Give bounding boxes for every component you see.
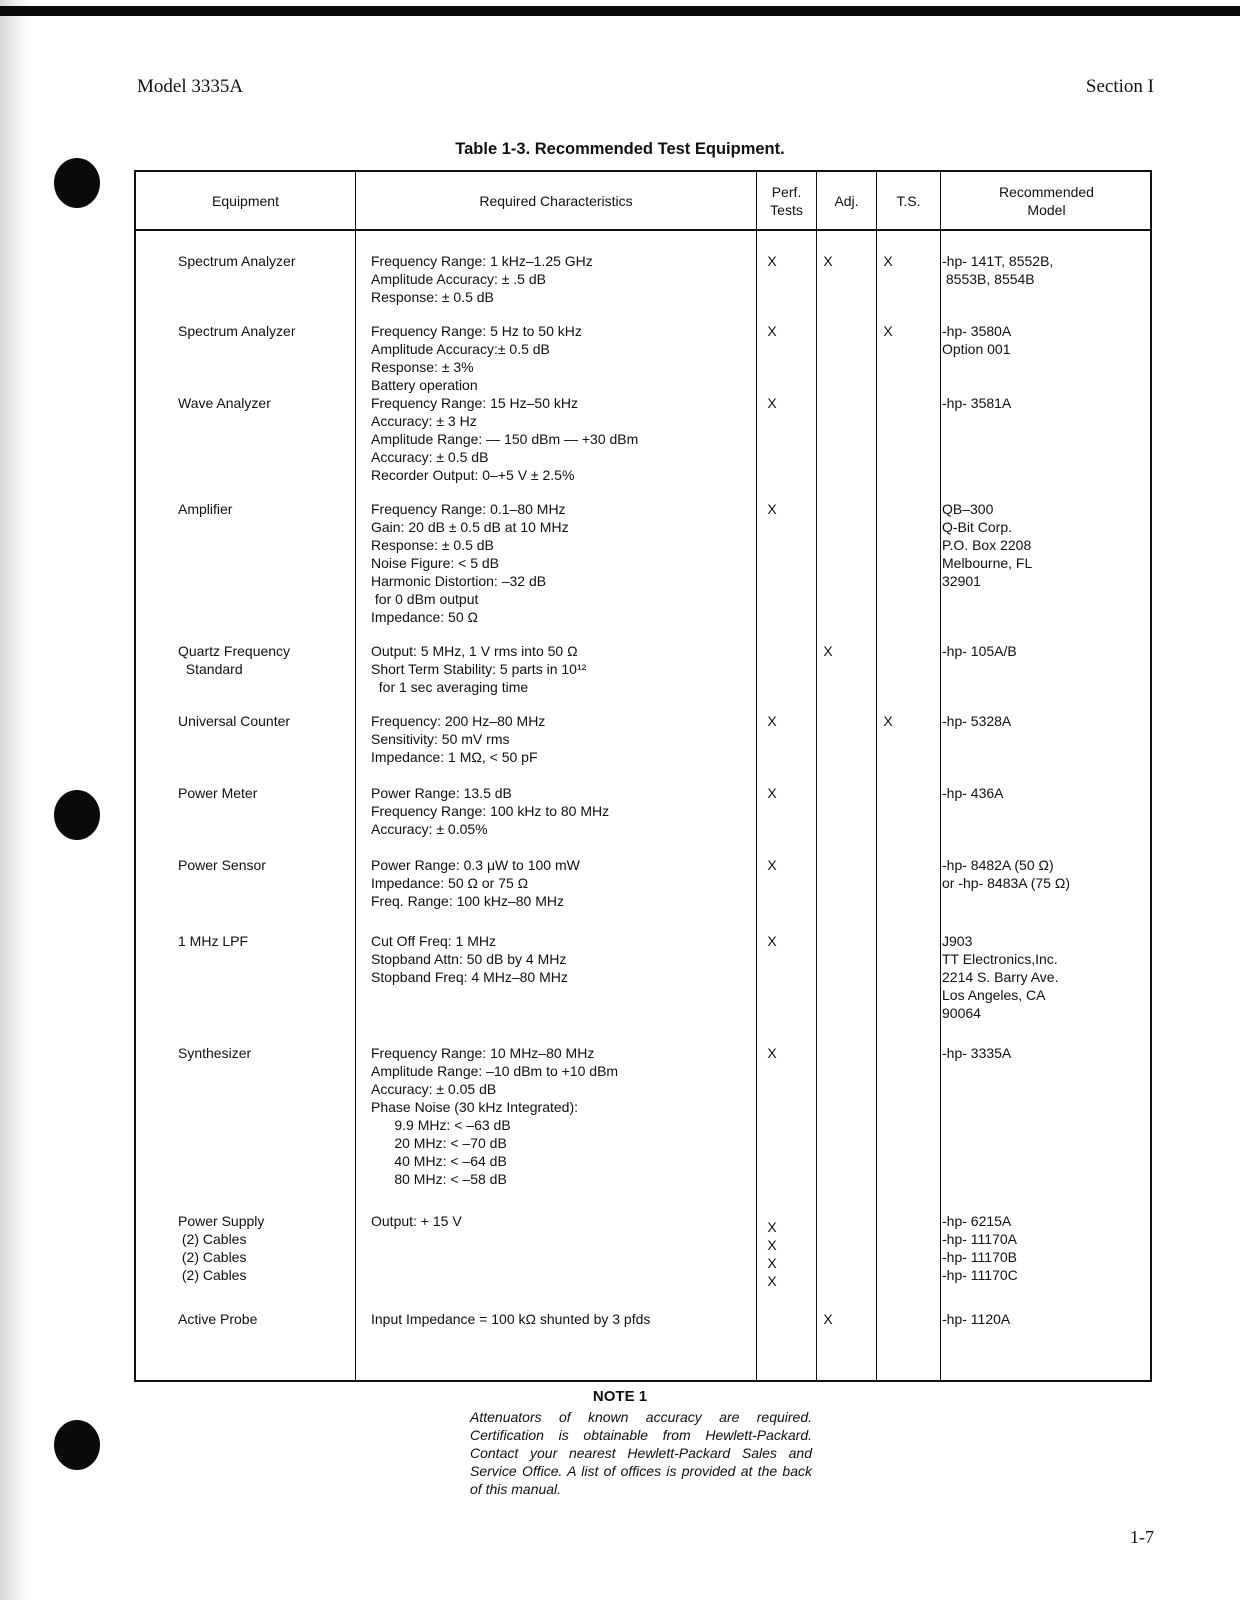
perf-x-mark: X: [767, 253, 777, 269]
ts-x-mark: X: [883, 253, 893, 269]
characteristics-line: Accuracy: ± 3 Hz: [371, 413, 477, 429]
cell-perf-mark: [757, 784, 787, 802]
column-header-label: T.S.: [896, 192, 921, 209]
cell-equipment: [178, 500, 232, 518]
perf-x-mark: X: [767, 1255, 777, 1271]
model-line: -hp- 1120A: [942, 1311, 1011, 1327]
perf-x-mark: X: [767, 323, 777, 339]
column-divider: [756, 172, 757, 1380]
column-divider: [940, 172, 941, 1380]
cell-ts-mark: [873, 252, 903, 270]
adj-x-mark: X: [823, 1311, 833, 1327]
column-header-ts: [877, 172, 940, 229]
equipment-line: Spectrum Analyzer: [178, 253, 296, 269]
cell-model: [942, 932, 1058, 1022]
characteristics-line: Gain: 20 dB ± 0.5 dB at 10 MHz: [371, 519, 569, 535]
model-line: QB–300: [942, 501, 994, 517]
model-line: or -hp- 8483A (75 Ω): [942, 875, 1070, 891]
characteristics-line: Freq. Range: 100 kHz–80 MHz: [371, 893, 564, 909]
cell-equipment: [178, 394, 271, 412]
cell-characteristics: [371, 932, 568, 986]
model-line: -hp- 141T, 8552B,: [942, 253, 1054, 269]
characteristics-line: Frequency Range: 10 MHz–80 MHz: [371, 1045, 595, 1061]
model-line: -hp- 105A/B: [942, 643, 1017, 659]
cell-characteristics: [371, 1044, 618, 1188]
column-header-adj: [817, 172, 876, 229]
top-border-bar: [0, 6, 1240, 16]
model-line: -hp- 11170A: [942, 1231, 1017, 1247]
ts-x-mark: X: [883, 713, 893, 729]
column-header-label: Perf.: [771, 183, 802, 200]
cell-characteristics: [371, 500, 569, 626]
cell-equipment: [178, 642, 290, 678]
characteristics-line: Impedance: 1 MΩ, < 50 pF: [371, 749, 538, 765]
cell-characteristics: [371, 712, 545, 766]
cell-characteristics: [371, 642, 586, 696]
perf-x-mark: X: [767, 395, 777, 411]
test-equipment-table: [134, 170, 1152, 1382]
column-header-label: Required Characteristics: [479, 192, 633, 209]
page-left-edge-shadow: [0, 0, 30, 1600]
characteristics-line: Response: ± 0.5 dB: [371, 289, 494, 305]
cell-model: [942, 1044, 1011, 1062]
model-line: 90064: [942, 1005, 981, 1021]
characteristics-line: Phase Noise (30 kHz Integrated):: [371, 1099, 578, 1115]
binder-hole-top: [54, 158, 100, 208]
characteristics-line: 20 MHz: < –70 dB: [371, 1135, 507, 1151]
model-line: -hp- 5328A: [942, 713, 1012, 729]
perf-x-mark: X: [767, 1273, 777, 1289]
characteristics-line: Amplitude Accuracy:± 0.5 dB: [371, 341, 550, 357]
characteristics-line: Output: + 15 V: [371, 1213, 462, 1229]
equipment-line: Synthesizer: [178, 1045, 252, 1061]
cell-equipment: [178, 932, 248, 950]
header-divider: [136, 229, 1150, 231]
cell-characteristics: [371, 784, 609, 838]
characteristics-line: Recorder Output: 0–+5 V ± 2.5%: [371, 467, 575, 483]
cell-perf-mark: [757, 712, 787, 730]
model-line: TT Electronics,Inc.: [942, 951, 1058, 967]
model-line: 32901: [942, 573, 981, 589]
model-line: Option 001: [942, 341, 1011, 357]
model-line: 2214 S. Barry Ave.: [942, 969, 1059, 985]
cell-adj-mark: [813, 642, 843, 660]
cell-perf-mark: [757, 856, 787, 874]
cell-model: [942, 394, 1011, 412]
characteristics-line: Frequency Range: 5 Hz to 50 kHz: [371, 323, 582, 339]
perf-x-mark: X: [767, 857, 777, 873]
characteristics-line: Frequency Range: 15 Hz–50 kHz: [371, 395, 578, 411]
cell-model: [942, 784, 1003, 802]
characteristics-line: Power Range: 0.3 μW to 100 mW: [371, 857, 580, 873]
cell-model: [942, 252, 1053, 288]
model-line: Los Angeles, CA: [942, 987, 1046, 1003]
equipment-line: (2) Cables: [178, 1231, 247, 1247]
cell-perf-mark: [757, 1218, 787, 1290]
column-header-label: Adj.: [834, 192, 859, 209]
ts-x-mark: X: [883, 323, 893, 339]
model-line: 8553B, 8554B: [942, 271, 1035, 287]
column-header-characteristics: [356, 172, 756, 229]
equipment-line: Power Supply: [178, 1213, 265, 1229]
cell-model: [942, 712, 1011, 730]
characteristics-line: for 0 dBm output: [371, 591, 479, 607]
header-model: Model 3335A: [137, 76, 244, 97]
note-text: Attenuators of known accuracy are required. Certification is obtainable from Hewlett-Packard. Contact your nearest Hewlett-Packard Sales and Service Office. A list of offices is provided at the back of this manual.: [470, 1409, 812, 1497]
note-title: NOTE 1: [592, 1388, 648, 1405]
cell-characteristics: [371, 322, 582, 394]
perf-x-mark: X: [767, 1219, 777, 1235]
characteristics-line: Sensitivity: 50 mV rms: [371, 731, 510, 747]
characteristics-line: Response: ± 0.5 dB: [371, 537, 494, 553]
equipment-line: Active Probe: [178, 1311, 258, 1327]
perf-x-mark: X: [767, 713, 777, 729]
cell-characteristics: [371, 1310, 650, 1328]
cell-adj-mark: [813, 252, 843, 270]
characteristics-line: Amplitude Range: –10 dBm to +10 dBm: [371, 1063, 619, 1079]
characteristics-line: Short Term Stability: 5 parts in 10¹²: [371, 661, 587, 677]
model-line: -hp- 436A: [942, 785, 1004, 801]
table-title: Table 1-3. Recommended Test Equipment.: [455, 140, 785, 158]
binder-hole-middle: [54, 790, 100, 840]
cell-model: [942, 322, 1011, 358]
characteristics-line: Noise Figure: < 5 dB: [371, 555, 500, 571]
column-header-label: Tests: [770, 201, 803, 218]
column-header-perf-tests: [757, 172, 816, 229]
characteristics-line: Battery operation: [371, 377, 478, 393]
characteristics-line: Stopband Attn: 50 dB by 4 MHz: [371, 951, 567, 967]
characteristics-line: Harmonic Distortion: –32 dB: [371, 573, 547, 589]
cell-ts-mark: [873, 322, 903, 340]
characteristics-line: Amplitude Accuracy: ± .5 dB: [371, 271, 546, 287]
cell-adj-mark: [813, 1310, 843, 1328]
cell-perf-mark: [757, 394, 787, 412]
perf-x-mark: X: [767, 933, 777, 949]
cell-characteristics: [371, 1212, 462, 1230]
model-line: -hp- 6215A: [942, 1213, 1012, 1229]
characteristics-line: Accuracy: ± 0.05 dB: [371, 1081, 497, 1097]
equipment-line: Universal Counter: [178, 713, 291, 729]
column-divider: [876, 172, 877, 1380]
characteristics-line: Amplitude Range: — 150 dBm — +30 dBm: [371, 431, 639, 447]
cell-equipment: [178, 712, 290, 730]
model-line: Melbourne, FL: [942, 555, 1033, 571]
header-section: Section I: [1085, 76, 1154, 97]
adj-x-mark: X: [823, 253, 833, 269]
model-line: -hp- 11170B: [942, 1249, 1017, 1265]
column-header-label: Model: [1027, 201, 1066, 218]
cell-equipment: [178, 1044, 251, 1062]
cell-characteristics: [371, 252, 593, 306]
characteristics-line: Cut Off Freq: 1 MHz: [371, 933, 496, 949]
perf-x-mark: X: [767, 785, 777, 801]
binder-hole-bottom: [54, 1420, 100, 1470]
characteristics-line: Input Impedance = 100 kΩ shunted by 3 pfds: [371, 1311, 651, 1327]
cell-perf-mark: [757, 932, 787, 950]
characteristics-line: Frequency Range: 0.1–80 MHz: [371, 501, 566, 517]
model-line: -hp- 11170C: [942, 1267, 1018, 1283]
characteristics-line: Response: ± 3%: [371, 359, 474, 375]
cell-perf-mark: [757, 322, 787, 340]
cell-perf-mark: [757, 252, 787, 270]
cell-perf-mark: [757, 500, 787, 518]
cell-equipment: [178, 322, 296, 340]
page-number: 1-7: [1130, 1527, 1154, 1547]
equipment-line: Spectrum Analyzer: [178, 323, 296, 339]
characteristics-line: 40 MHz: < –64 dB: [371, 1153, 507, 1169]
perf-x-mark: X: [767, 1045, 777, 1061]
column-divider: [816, 172, 817, 1380]
equipment-line: Standard: [178, 661, 243, 677]
cell-characteristics: [371, 394, 638, 484]
cell-characteristics: [371, 856, 580, 910]
cell-perf-mark: [757, 1044, 787, 1062]
column-header-equipment: [136, 172, 355, 229]
model-line: -hp- 3581A: [942, 395, 1012, 411]
equipment-line: Power Sensor: [178, 857, 266, 873]
characteristics-line: for 1 sec averaging time: [371, 679, 529, 695]
equipment-line: Wave Analyzer: [178, 395, 271, 411]
equipment-line: (2) Cables: [178, 1267, 247, 1283]
cell-equipment: [178, 1310, 257, 1328]
cell-equipment: [178, 784, 257, 802]
characteristics-line: Impedance: 50 Ω or 75 Ω: [371, 875, 529, 891]
characteristics-line: Power Range: 13.5 dB: [371, 785, 512, 801]
characteristics-line: Stopband Freq: 4 MHz–80 MHz: [371, 969, 568, 985]
column-header-label: Equipment: [212, 192, 279, 209]
model-line: P.O. Box 2208: [942, 537, 1032, 553]
characteristics-line: Frequency: 200 Hz–80 MHz: [371, 713, 546, 729]
model-line: -hp- 3335A: [942, 1045, 1012, 1061]
cell-model: [942, 642, 1017, 660]
cell-ts-mark: [873, 712, 903, 730]
characteristics-line: Accuracy: ± 0.5 dB: [371, 449, 489, 465]
column-divider: [355, 172, 356, 1380]
adj-x-mark: X: [823, 643, 833, 659]
cell-model: [942, 1310, 1010, 1328]
cell-equipment: [178, 856, 266, 874]
characteristics-line: Frequency Range: 1 kHz–1.25 GHz: [371, 253, 593, 269]
characteristics-line: Impedance: 50 Ω: [371, 609, 478, 625]
equipment-line: Quartz Frequency: [178, 643, 291, 659]
perf-x-mark: X: [767, 1237, 777, 1253]
column-header-label: Recommended: [999, 183, 1094, 200]
cell-model: [942, 500, 1032, 590]
perf-x-mark: X: [767, 501, 777, 517]
cell-equipment: [178, 252, 296, 270]
characteristics-line: 80 MHz: < –58 dB: [371, 1171, 507, 1187]
column-header-model: [941, 172, 1152, 229]
cell-model: [942, 856, 1070, 892]
model-line: J903: [942, 933, 973, 949]
equipment-line: Power Meter: [178, 785, 258, 801]
characteristics-line: Frequency Range: 100 kHz to 80 MHz: [371, 803, 610, 819]
characteristics-line: Accuracy: ± 0.05%: [371, 821, 488, 837]
model-line: Q-Bit Corp.: [942, 519, 1013, 535]
characteristics-line: 9.9 MHz: < –63 dB: [371, 1117, 511, 1133]
equipment-line: Amplifier: [178, 501, 233, 517]
model-line: -hp- 3580A: [942, 323, 1012, 339]
equipment-line: 1 MHz LPF: [178, 933, 249, 949]
cell-model: [942, 1212, 1018, 1284]
characteristics-line: Output: 5 MHz, 1 V rms into 50 Ω: [371, 643, 578, 659]
equipment-line: (2) Cables: [178, 1249, 247, 1265]
cell-equipment: [178, 1212, 264, 1284]
model-line: -hp- 8482A (50 Ω): [942, 857, 1054, 873]
